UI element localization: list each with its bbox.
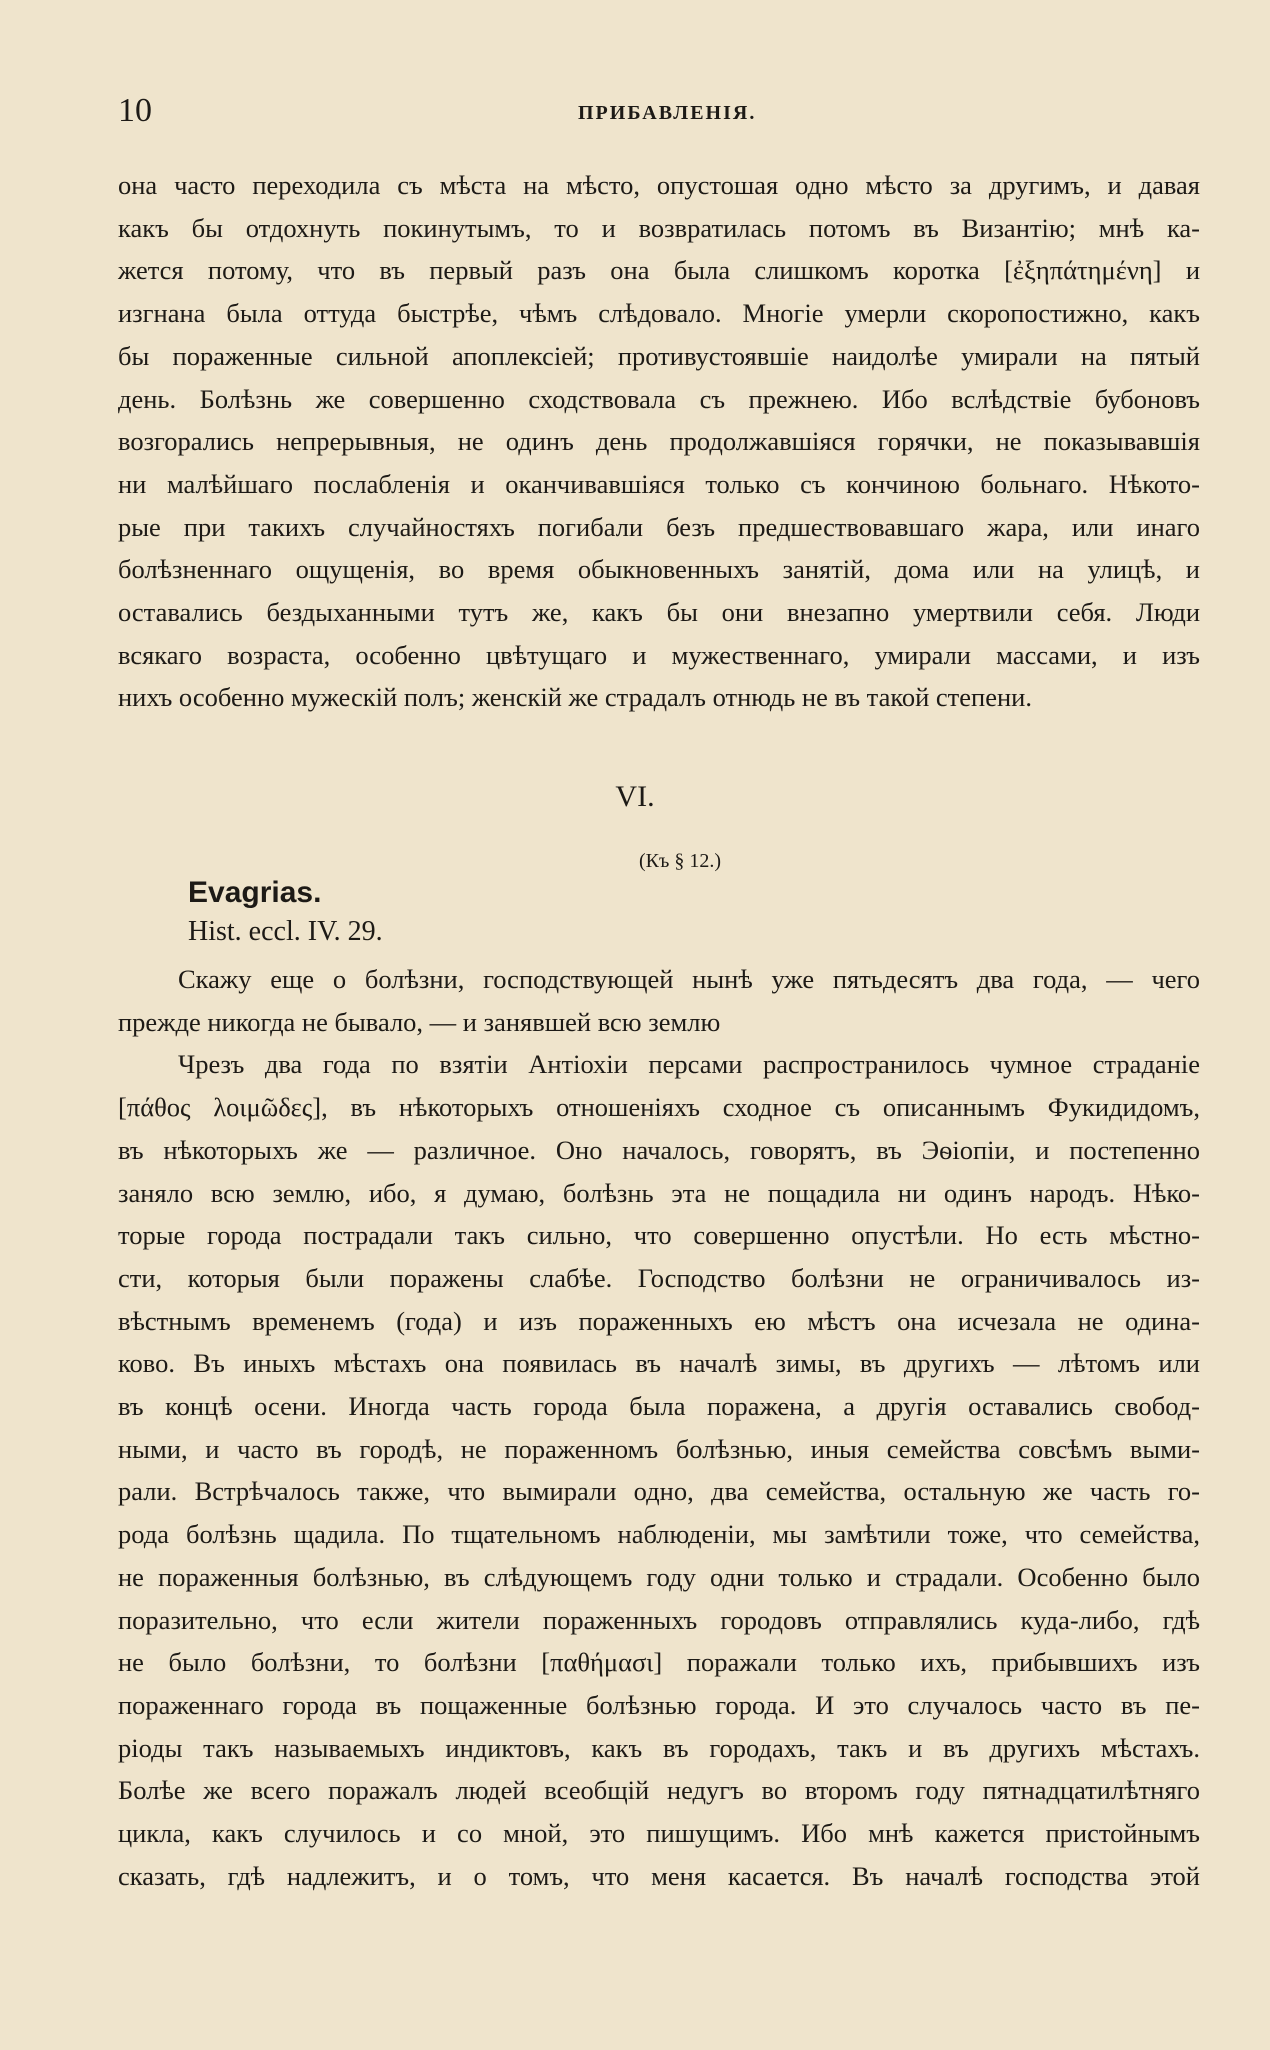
text-line: не было болѣзни, то болѣзни [παθήμασι] поражали только ихъ, прибывшихъ изъ xyxy=(118,1647,1200,1678)
text-line: жется потому, что въ первый разъ она была слишкомъ коротка [ἐξηπάτημένη] и xyxy=(118,255,1200,286)
text-line: Скажу еще о болѣзни, господствующей нынѣ уже пятьдесятъ два года, — чего xyxy=(178,964,1200,994)
text-line: ріоды такъ называемыхъ индиктовъ, какъ въ городахъ, такъ и въ другихъ мѣстахъ. xyxy=(118,1732,1200,1763)
page-header xyxy=(118,92,1200,132)
text-line: въ концѣ осени. Иногда часть города была поражена, а другія оставались свобод- xyxy=(118,1391,1200,1422)
text-line: поразительно, что если жители пораженныхъ городовъ отправлялись куда-либо, гдѣ xyxy=(118,1604,1200,1635)
text-line: не пораженныя болѣзнью, въ слѣдующемъ году одни только и страдали. Особенно было xyxy=(118,1561,1200,1592)
text-line: въ нѣкоторыхъ же — различное. Оно началось, говорятъ, въ Эѳіопіи, и постепенно xyxy=(118,1134,1200,1165)
text-line: рода болѣзнь щадила. По тщательномъ наблюденіи, мы замѣтили тоже, что семейства, xyxy=(118,1519,1200,1550)
text-line: вѣстнымъ временемъ (года) и изъ пораженныхъ ею мѣстъ она исчезала не одина- xyxy=(118,1305,1200,1336)
text-line: Болѣе же всего поражалъ людей всеобщій недугъ во второмъ году пятнадцатилѣтняго xyxy=(118,1775,1200,1806)
text-line: оставались бездыханными тутъ же, какъ бы они внезапно умертвили себя. Люди xyxy=(118,597,1200,628)
text-line: возгорались непрерывныя, не одинъ день продолжавшіяся горячки, не показывавшія xyxy=(118,426,1200,457)
text-line: нихъ особенно мужескій полъ; женскій же страдалъ отнюдь не въ такой степени. xyxy=(118,682,1032,713)
text-line: сказать, гдѣ надлежитъ, и о томъ, что меня касается. Въ началѣ господства этой xyxy=(118,1860,1200,1891)
text-line: ными, и часто въ городѣ, не пораженномъ болѣзнью, иныя семейства совсѣмъ выми- xyxy=(118,1433,1200,1464)
text-line: торые города пострадали такъ сильно, что совершенно опустѣли. Но есть мѣстно- xyxy=(118,1220,1200,1251)
text-line: изгнана была оттуда быстрѣе, чѣмъ слѣдовало. Многіе умерли скоропостижно, какъ xyxy=(118,298,1200,329)
section-number: VI. xyxy=(615,780,655,813)
author-name: Evagrias. xyxy=(188,876,322,909)
text-line: прежде никогда не бывало, — и занявшей всю землю xyxy=(118,1006,721,1037)
paragraph-1 xyxy=(118,164,1200,719)
page-number: 10 xyxy=(118,92,152,129)
text-line: Чрезъ два года по взятіи Антіохіи персами распространилось чумное страданіе xyxy=(178,1049,1200,1080)
section-reference: (Къ § 12.) xyxy=(638,850,721,872)
text-line: день. Болѣзнь же совершенно сходствовала съ прежнею. Ибо вслѣдствіе бубоновъ xyxy=(118,383,1200,414)
text-line: цикла, какъ случилось и со мной, это пишущимъ. Ибо мнѣ кажется пристойнымъ xyxy=(118,1818,1200,1849)
text-line: пораженнаго города въ пощаженные болѣзнью города. И это случалось часто въ пе- xyxy=(118,1689,1200,1720)
source-citation: Hist. eccl. IV. 29. xyxy=(188,916,383,947)
running-head: ПРИБАВЛЕНІЯ. xyxy=(578,102,757,124)
text-line: болѣзненнаго ощущенія, во время обыкновенныхъ занятій, дома или на улицѣ, и xyxy=(118,554,1200,585)
paragraph-2 xyxy=(118,958,1200,1897)
text-line: она часто переходила съ мѣста на мѣсто, опустошая одно мѣсто за другимъ, и давая xyxy=(118,170,1200,200)
text-line: рые при такихъ случайностяхъ погибали безъ предшествовавшаго жара, или инаго xyxy=(118,511,1200,542)
text-line: сти, которыя были поражены слабѣе. Господство болѣзни не ограничивалось из- xyxy=(118,1262,1200,1293)
text-line: ни малѣйшаго послабленія и оканчивавшіяся только съ кончиною больнаго. Нѣкото- xyxy=(118,468,1200,499)
text-line: [πάθος λοιμῶδες], въ нѣкоторыхъ отношеніяхъ сходное съ описаннымъ Фукидидомъ, xyxy=(118,1092,1200,1123)
text-line: какъ бы отдохнуть покинутымъ, то и возвратилась потомъ въ Византію; мнѣ ка- xyxy=(118,212,1200,243)
text-line: заняло всю землю, ибо, я думаю, болѣзнь эта не пощадила ни одинъ народъ. Нѣко- xyxy=(118,1177,1200,1208)
text-line: рали. Встрѣчалось также, что вымирали одно, два семейства, остальную же часть го- xyxy=(118,1476,1200,1507)
text-line: ково. Въ иныхъ мѣстахъ она появилась въ началѣ зимы, въ другихъ — лѣтомъ или xyxy=(118,1348,1200,1379)
text-line: всякаго возраста, особенно цвѣтущаго и мужественнаго, умирали массами, и изъ xyxy=(118,639,1200,670)
text-line: бы пораженные сильной апоплексіей; противустоявшіе наидолѣе умирали на пятый xyxy=(118,340,1200,371)
